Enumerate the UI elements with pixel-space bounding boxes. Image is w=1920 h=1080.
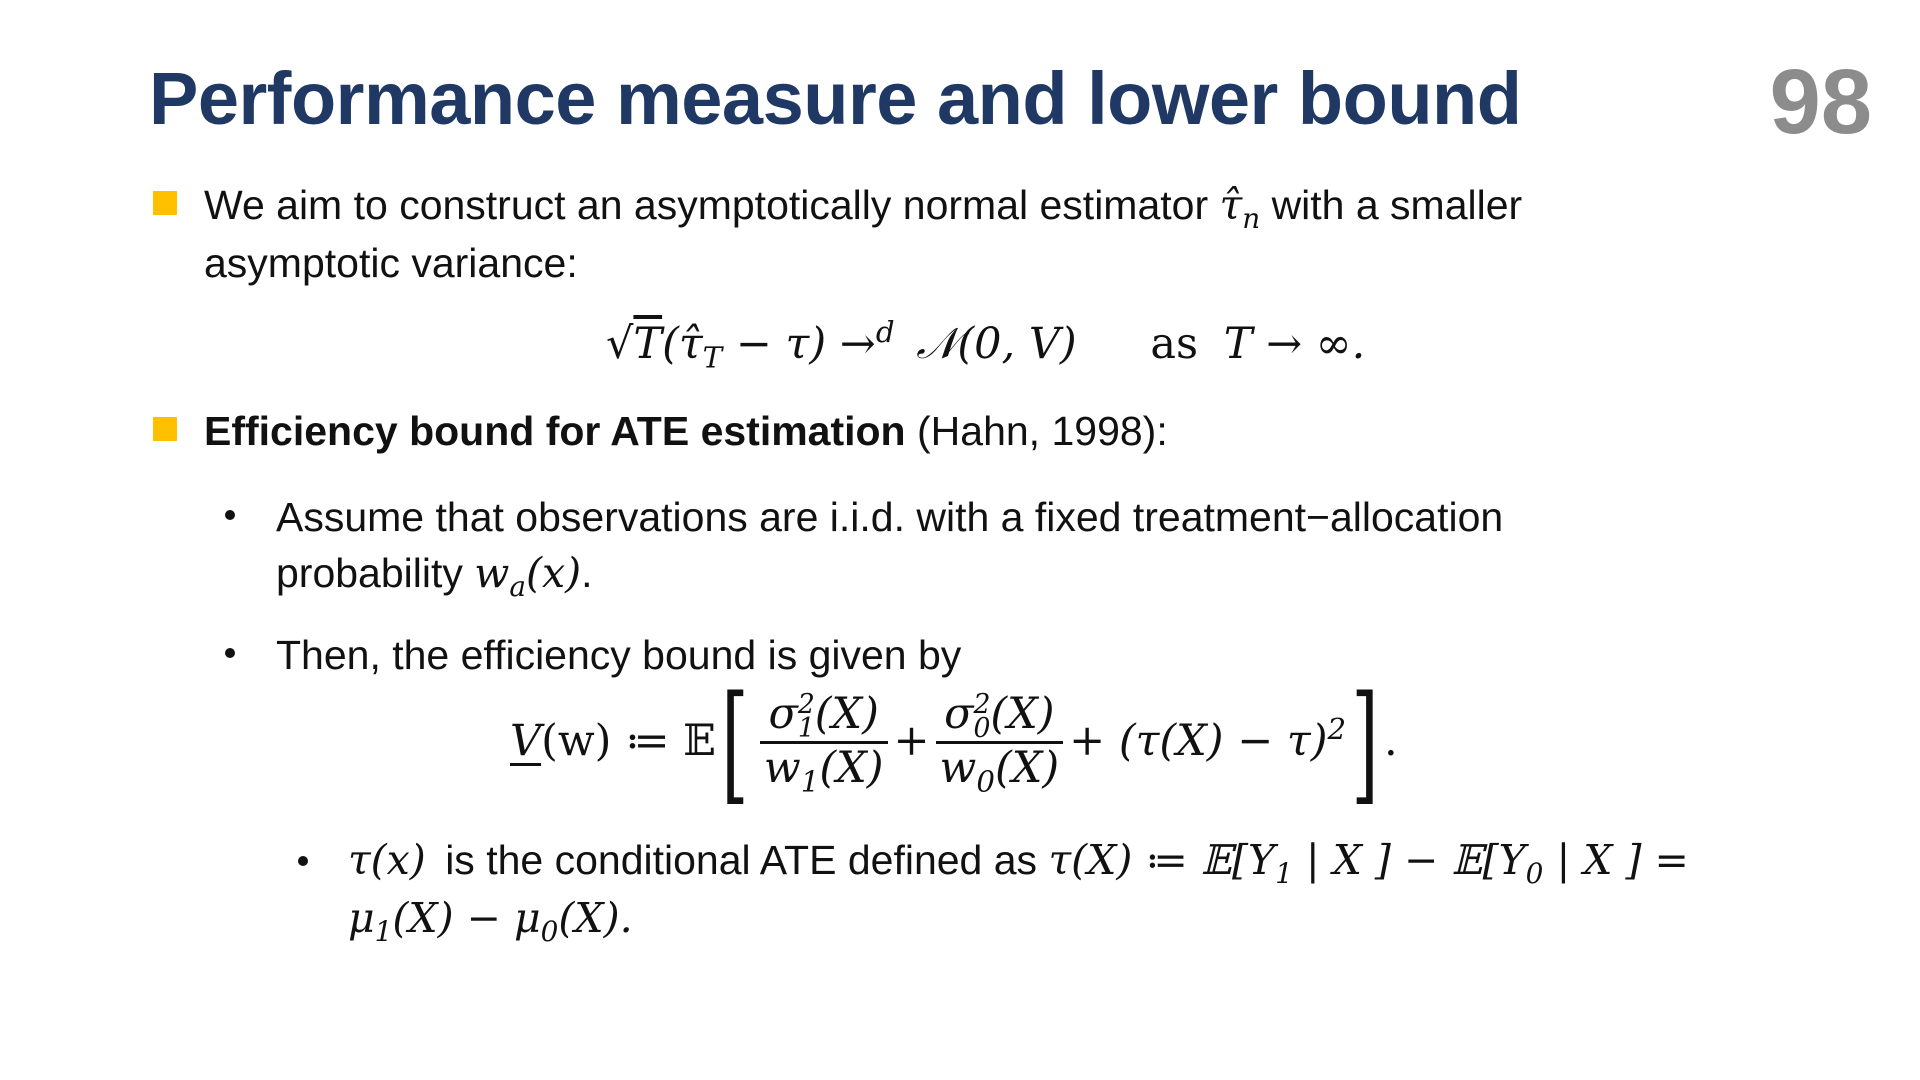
cate-line-1: τ(x) is the conditional ATE defined as τ(X) ≔ $𝔼[Y_1$ | X ] − $𝔼[Y_0$ | X ] = xyxy=(348,836,1689,890)
aim-line-2: asymptotic variance: xyxy=(204,240,578,286)
convergence-d: d xyxy=(875,315,895,349)
efficiency-bold-label: Efficiency bound for ATE estimation xyxy=(204,408,906,454)
assume-line-2: probability $w_a(x)$. xyxy=(276,549,593,603)
plus-sign: + xyxy=(893,716,930,766)
open-bracket: [ xyxy=(721,669,749,818)
close-bracket: ] xyxy=(1351,669,1379,818)
assume-line-1: Assume that observations are i.i.d. with a fixed treatment−allocation xyxy=(276,494,1504,540)
bound-symbol: V xyxy=(510,716,542,766)
bullet-dot-icon xyxy=(298,856,308,866)
sqrt-sign: √ xyxy=(606,319,634,370)
limit-expression: T → ∞. xyxy=(1223,319,1366,370)
bullet-square-icon xyxy=(153,191,177,215)
fraction-treated: σ 2 1 (X) $w_1(X)$ xyxy=(760,690,888,799)
cate-symbol: τ(x) xyxy=(348,836,426,884)
then-text: Then, the efficiency bound is given by xyxy=(276,632,962,678)
efficiency-heading xyxy=(204,408,1168,454)
estimator-symbol: $\taû_n$ xyxy=(1219,181,1261,235)
page-number: 98 xyxy=(1769,51,1872,153)
normal-distribution: 𝒩(0, V) xyxy=(916,319,1077,370)
efficiency-citation: (Hahn, 1998): xyxy=(917,408,1168,454)
bullet-dot-icon xyxy=(225,648,235,658)
allocation-probability: $w_a(x)$ xyxy=(474,549,582,603)
fraction-control: σ 2 0 (X) $w_0(X)$ xyxy=(936,690,1064,799)
cate-definition: τ(X) ≔ $𝔼[Y_1$ | X ] − $𝔼[Y_0$ | X ] = xyxy=(1048,836,1689,890)
as-word: as xyxy=(1150,319,1199,370)
aim-line-1-text: We aim to construct an asymptotically normal estimator xyxy=(204,182,1209,228)
aim-line-1 xyxy=(204,181,1523,235)
aim-line-1-tail: with a smaller xyxy=(1271,182,1523,228)
squared-term: + (τ(X) − τ) xyxy=(1069,716,1328,766)
sqrt-arg: T xyxy=(633,319,663,370)
slide-title: Performance measure and lower bound xyxy=(149,57,1522,140)
asymptotic-formula: $√T(\taû_T - \tau) \to^d$ 𝒩(0, V) as T → ∞. xyxy=(606,315,1366,375)
formula-lhs: (τ̂ xyxy=(662,319,703,370)
cate-line-2: $\mu_1(X) - \mu_0(X)$. xyxy=(348,894,633,948)
bullet-dot-icon xyxy=(225,510,235,520)
bound-formula: V(w) ≔ 𝔼[ σ 2 1 (X) $w_1(X)$ + σ 2 0 (X) $w_0(X)$ + $(\tau(X) - \tau)^2$] . xyxy=(510,669,1398,818)
bullet-square-icon xyxy=(153,417,177,441)
